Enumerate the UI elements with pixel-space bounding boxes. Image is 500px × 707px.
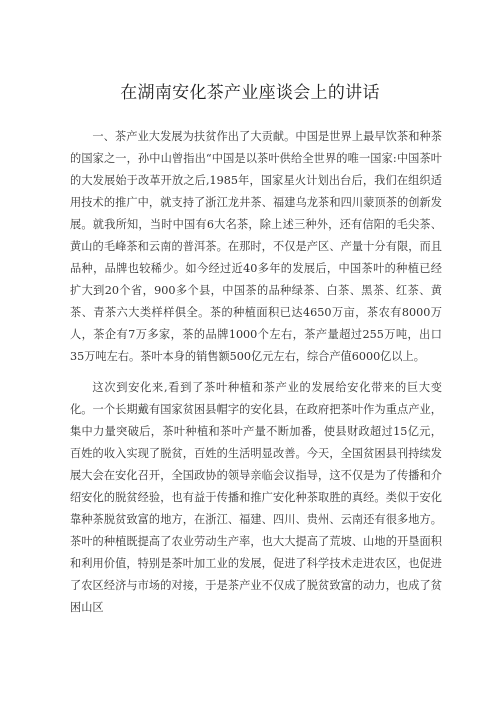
paragraph-2: 这次到安化来,看到了茶叶种植和茶产业的发展给安化带来的巨大变化。一个长期戴有国家贫困县帽字的安化县，在政府把茶叶作为重点产业，集中力量突破后，茶叶种植和茶叶产量不断加番，使县财政超过15亿元，百姓的收入实现了脱贫，百姓的生活明显改善。今天，全国贫困县刊持续发展大会在安化召开，全国政协的领导亲临会议指导，这不仅是为了传播和介绍安化的脱贫经验，也有益于传播和推广安化种茶取胜的真经。类似于安化靠种茶脱贫致富的地方，在浙江、福建、四川、贵州、云南还有很多地方。茶叶的种植既提高了农业劳动生产率，也大大提高了荒坡、山地的开垦面积和利用价值，特别是茶叶加工业的发展，促进了科学技术走进农区，也促进了农区经济与市场的对接，于是茶产业不仅成了脱贫致富的动力，也成了贫困山区 (70, 380, 442, 614)
document-body (70, 126, 442, 619)
document-title: 在湖南安化茶产业座谈会上的讲话 (120, 83, 380, 103)
paragraph-1: 一、茶产业大发展为扶贫作出了大贡献。中国是世界上最早饮茶和种茶的国家之一，孙中山曾指出“中国是以茶叶供给全世界的唯一国家:中国茶叶的大发展始于改革开放之后,1985年，国家星火计划出台后，我们在组织适用技术的推广中，就支持了浙江龙井茶、福建乌龙茶和四川蒙顶茶的创新发展。就我所知，当时中国有6大名茶，除上述三种外，还有信阳的毛尖茶、黄山的毛峰茶和云南的普洱茶。在那时，不仅是产区、产量十分有限，而且品种，品牌也较稀少。如今经过近40多年的发展后，中国茶叶的种植已经扩大到20个省，900多个县，中国茶的品种绿茶、白茶、黑茶、红茶、黄茶、青茶六大类样样俱全。茶的种植面积已达4650万亩，茶农有8000万人，茶企有7万多家，茶的品牌1000个左右，茶产量超过255万吨，出口35万吨左右。茶叶本身的销售额500亿元左右，综合产值6000亿以上。 (70, 130, 442, 364)
